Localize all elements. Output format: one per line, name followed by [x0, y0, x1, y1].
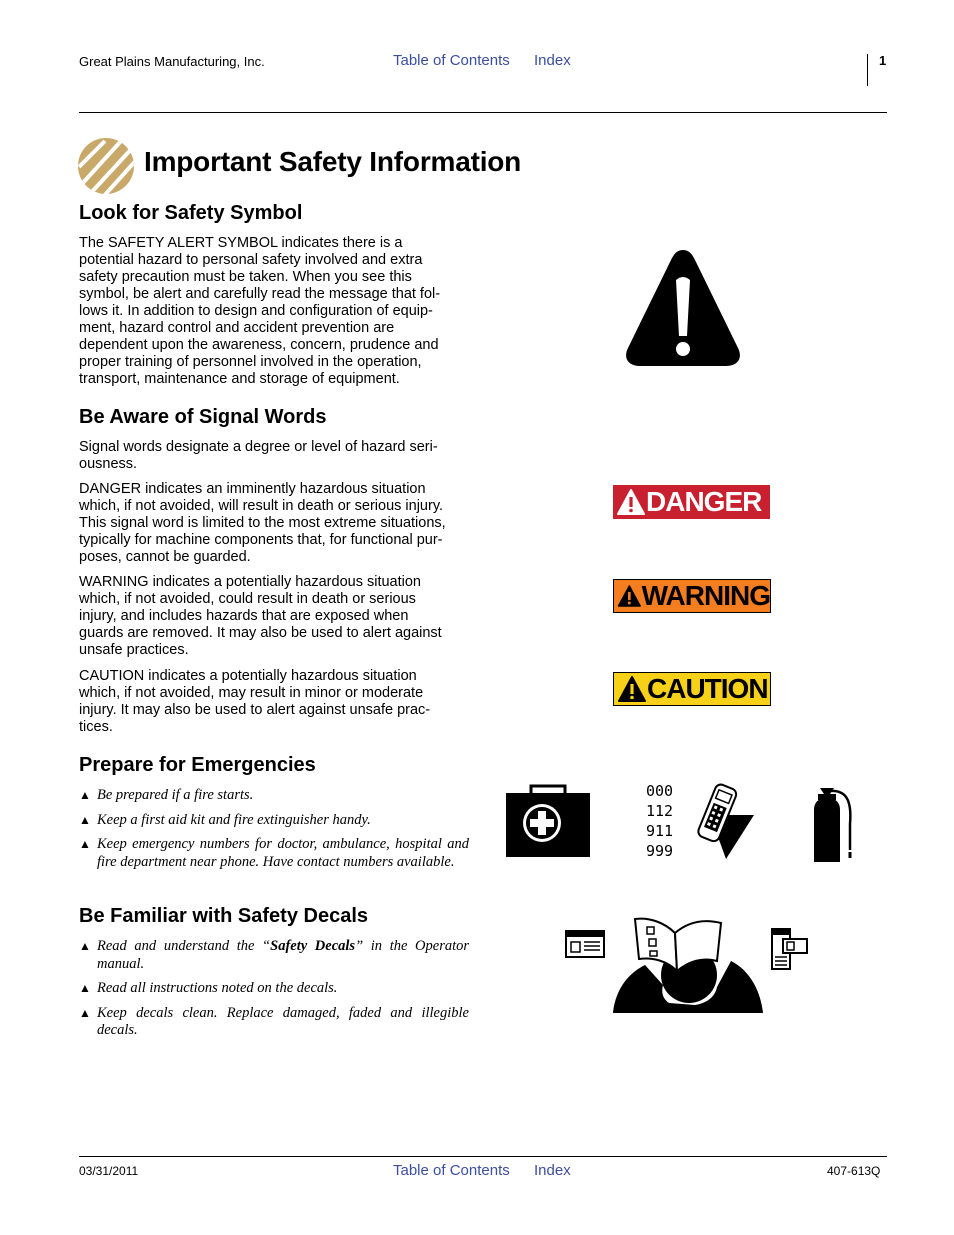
signal-intro-paragraph [79, 439, 469, 473]
triangle-bullet-icon: ▲ [79, 837, 91, 851]
text-line: which, if not avoided, will result in death or serious injury. [79, 498, 444, 514]
emergency-number: 000 [646, 782, 674, 800]
text-line: poses, cannot be guarded. [79, 549, 251, 565]
text-line: which, if not avoided, could result in death or serious [79, 591, 416, 607]
list-item: ▲ Keep decals clean. Replace damaged, faded and illegible decals. [79, 1004, 469, 1038]
heading-safety-decals: Be Familiar with Safety Decals [79, 905, 369, 927]
warning-sign [613, 579, 771, 613]
footer-index-link[interactable]: Index [534, 1162, 571, 1179]
danger-sign-word: DANGER [646, 486, 762, 517]
safety-symbol-paragraph [79, 235, 469, 388]
text-line: guards are removed. It may also be used to alert against [79, 625, 442, 641]
caution-sign [613, 672, 771, 706]
text-line: ousness. [79, 456, 138, 472]
danger-alert-icon [616, 488, 646, 516]
warning-paragraph [79, 574, 469, 659]
triangle-bullet-icon: ▲ [79, 812, 91, 827]
text-line: typically for machine components that, for functional pur- [79, 532, 443, 548]
fire-extinguisher-icon [806, 784, 856, 869]
emergency-number: 911 [646, 822, 674, 840]
list-item: ▲ Keep a first aid kit and fire extinguisher handy. [79, 811, 371, 828]
decals-list [79, 938, 469, 1047]
header-rule [79, 112, 887, 113]
heading-signal-words: Be Aware of Signal Words [79, 406, 327, 428]
warning-alert-icon [617, 582, 642, 610]
header-index-link[interactable]: Index [534, 52, 571, 69]
text-line: transport, maintenance and storage of equipment. [79, 371, 400, 387]
caution-paragraph [79, 668, 469, 736]
text-line: safety precaution must be taken. When you see this [79, 269, 412, 285]
list-item: ▲ Be prepared if a fire starts. [79, 787, 254, 803]
manual-reader-icon [565, 913, 815, 1024]
footer-rule [79, 1156, 887, 1157]
emergency-numbers [646, 781, 673, 861]
text-line: This signal word is limited to the most extreme situations, [79, 515, 446, 531]
triangle-bullet-icon: ▲ [79, 788, 91, 802]
caution-sign-word: CAUTION [647, 673, 768, 704]
page-number-divider [867, 54, 868, 86]
emergency-number: 112 [646, 802, 674, 820]
text-line: symbol, be alert and carefully read the message that fol- [79, 286, 441, 302]
header-toc-link[interactable]: Table of Contents [393, 52, 510, 69]
safety-alert-icon [622, 244, 744, 375]
page-number: 1 [879, 53, 887, 68]
emergency-phone-icon [690, 781, 756, 866]
company-name: Great Plains Manufacturing, Inc. [79, 54, 265, 69]
text-line: CAUTION indicates a potentially hazardous situation [79, 668, 417, 684]
heading-safety-symbol: Look for Safety Symbol [79, 202, 303, 224]
text-line: Signal words designate a degree or level of hazard seri- [79, 439, 438, 455]
text-line: injury, and includes hazards that are exposed when [79, 608, 409, 624]
list-item: ▲ Keep emergency numbers for doctor, ambulance, hospital and fire department near phone. Have contact numbers available. [79, 836, 469, 870]
first-aid-kit-icon [505, 783, 591, 864]
text-line: DANGER indicates an imminently hazardous situation [79, 481, 426, 497]
list-item: ▲ Read all instructions noted on the decals. [79, 980, 338, 996]
emergency-number: 999 [646, 842, 674, 860]
warning-sign-word: WARNING [641, 580, 770, 611]
text-line: proper training of personnel involved in the operation, [79, 354, 422, 370]
danger-paragraph [79, 481, 469, 566]
footer-doc-number: 407-613Q [827, 1164, 881, 1178]
text-line: WARNING indicates a potentially hazardous situation [79, 574, 421, 590]
footer-toc-link[interactable]: Table of Contents [393, 1162, 510, 1179]
caution-alert-icon [617, 675, 647, 703]
danger-sign [613, 485, 770, 519]
text-line: unsafe practices. [79, 642, 189, 658]
heading-emergencies: Prepare for Emergencies [79, 754, 316, 776]
text-line: dependent upon the awareness, concern, prudence and [79, 337, 439, 353]
footer-date: 03/31/2011 [79, 1164, 139, 1178]
text-line: The SAFETY ALERT SYMBOL indicates there is a [79, 235, 403, 251]
triangle-bullet-icon: ▲ [79, 981, 91, 995]
emergencies-list [79, 787, 469, 878]
text-line: lows it. In addition to design and configuration of equip- [79, 303, 433, 319]
triangle-bullet-icon: ▲ [79, 939, 91, 953]
text-line: potential hazard to personal safety involved and extra [79, 252, 423, 268]
page-title: Important Safety Information [144, 146, 522, 177]
text-line: tices. [79, 719, 113, 735]
text-line: ment, hazard control and accident prevention are [79, 320, 395, 336]
text-line: which, if not avoided, may result in minor or moderate [79, 685, 424, 701]
text-line: injury. It may also be used to alert against unsafe prac- [79, 702, 431, 718]
list-item: ▲ Read and understand the “Safety Decals” in the Operator manual. [79, 938, 470, 972]
great-plains-logo-icon [77, 137, 135, 200]
triangle-bullet-icon: ▲ [79, 1005, 91, 1020]
